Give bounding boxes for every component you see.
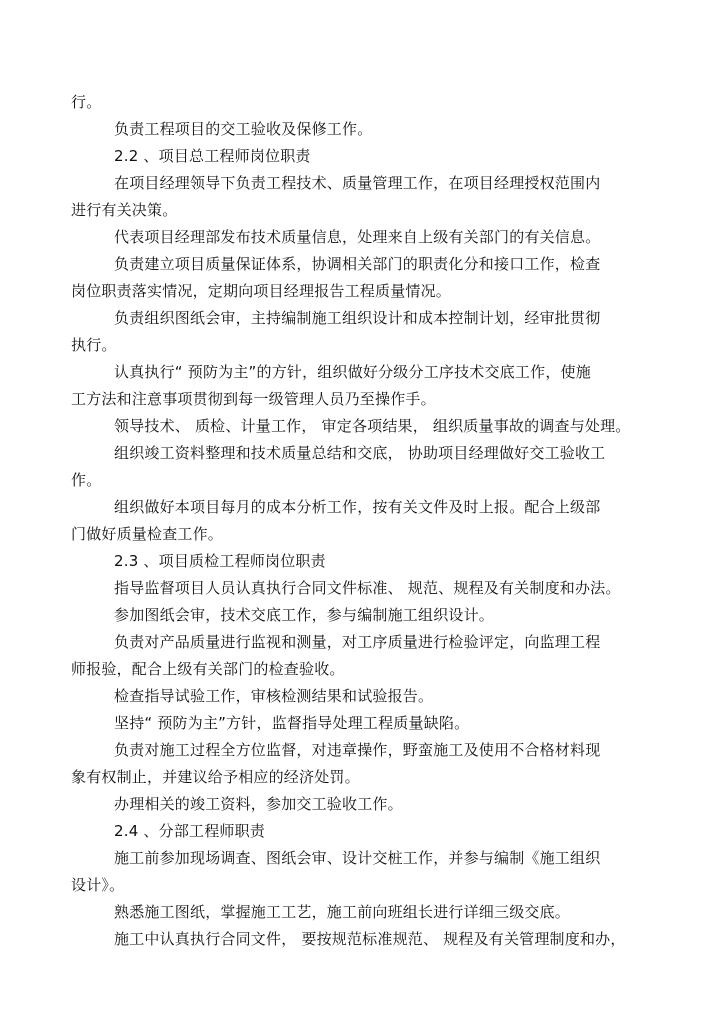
text-line: 进行有关决策。 — [71, 201, 178, 219]
text-line: 负责对产品质量进行监视和测量，对工序质量进行检验评定，向监理工程 — [114, 633, 601, 651]
text-line: 负责对施工过程全方位监督，对违章操作，野蛮施工及使用不合格材料现 — [114, 741, 601, 759]
section-heading: 2.2 、项目总工程师岗位职责 — [114, 147, 311, 165]
text-line: 组织竣工资料整理和技术质量总结和交底， 协助项目经理做好交工验收工 — [114, 444, 606, 462]
text-line: 指导监督项目人员认真执行合同文件标准、 规范、规程及有关制度和办法。 — [114, 579, 621, 597]
text-line: 施工中认真执行合同文件， 要按规范标准规范、 规程及有关管理制度和办， — [114, 930, 626, 948]
text-line: 岗位职责落实情况，定期向项目经理报告工程质量情况。 — [71, 282, 452, 300]
text-line: 施工前参加现场调查、图纸会审、设计交桩工作，并参与编制《施工组织 — [114, 849, 601, 867]
text-line: 工方法和注意事项贯彻到每一级管理人员乃至操作手。 — [71, 390, 436, 408]
text-line: 组织做好本项目每月的成本分析工作，按有关文件及时上报。配合上级部 — [114, 498, 601, 516]
text-line: 参加图纸会审，技术交底工作，参与编制施工组织设计。 — [114, 606, 495, 624]
text-line: 负责组织图纸会审，主持编制施工组织设计和成本控制计划，经审批贯彻 — [114, 309, 601, 327]
text-line: 设计》。 — [71, 876, 125, 894]
text-line: 作。 — [71, 471, 102, 489]
text-line: 检查指导试验工作，审核检测结果和试验报告。 — [114, 687, 434, 705]
text-line: 师报验，配合上级有关部门的检查验收。 — [71, 660, 345, 678]
text-line: 坚持“ 预防为主”方针，监督指导处理工程质量缺陷。 — [114, 714, 470, 732]
text-line: 行。 — [71, 93, 102, 111]
text-line: 熟悉施工图纸，掌握施工工艺，施工前向班组长进行详细三级交底。 — [114, 903, 571, 921]
text-line: 执行。 — [71, 336, 117, 354]
section-heading: 2.4 、分部工程师职责 — [114, 822, 266, 840]
text-line: 代表项目经理部发布技术质量信息，处理来自上级有关部门的有关信息。 — [114, 228, 601, 246]
section-heading: 2.3 、项目质检工程师岗位职责 — [114, 552, 326, 570]
text-line: 在项目经理领导下负责工程技术、质量管理工作，在项目经理授权范围内 — [114, 174, 601, 192]
text-line: 象有权制止，并建议给予相应的经济处罚。 — [71, 768, 360, 786]
text-line: 负责工程项目的交工验收及保修工作。 — [114, 120, 373, 138]
text-line: 办理相关的竣工资料，参加交工验收工作。 — [114, 795, 403, 813]
text-line: 领导技术、 质检、计量工作， 审定各项结果， 组织质量事故的调查与处理。 — [114, 417, 631, 435]
text-line: 认真执行“ 预防为主”的方针，组织做好分级分工序技术交底工作，使施 — [114, 363, 591, 381]
text-line: 负责建立项目质量保证体系，协调相关部门的职责化分和接口工作，检查 — [114, 255, 601, 273]
text-line: 门做好质量检查工作。 — [71, 525, 224, 543]
